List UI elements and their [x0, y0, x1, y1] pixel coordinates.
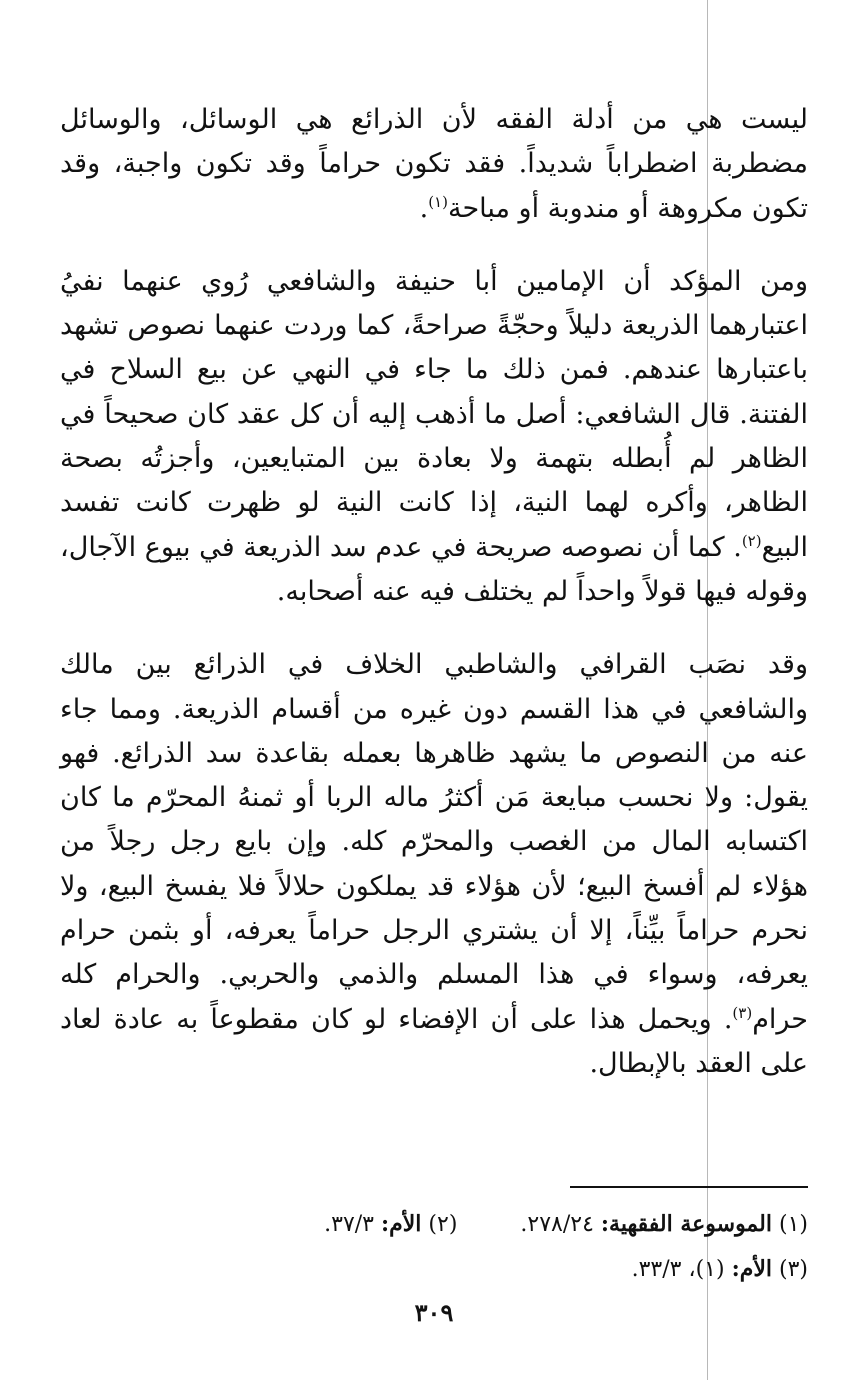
- page-number: ٣٠٩: [414, 1298, 454, 1327]
- footnote-2: [324, 1202, 457, 1247]
- footnote-2-reference: ٣٧/٣.: [324, 1212, 374, 1237]
- paragraph-3-tail: . ويحمل هذا على أن الإفضاء لو كان مقطوعاً به عادة لعاد على العقد بالإبطال.: [60, 1003, 808, 1079]
- footnote-3-source: الأم:: [731, 1256, 772, 1282]
- footnote-3-reference: (١)، ٣٣/٣.: [631, 1257, 725, 1282]
- footnote-separator: [570, 1186, 808, 1188]
- paragraph-3: [60, 643, 808, 1086]
- paragraph-1-tail: .: [419, 192, 429, 224]
- footnotes: [60, 1202, 808, 1292]
- footnote-1: [520, 1202, 808, 1247]
- paragraph-2-text: ومن المؤكد أن الإمامين أبا حنيفة والشافعي رُوي عنهما نفيُ اعتبارهما الذريعة دليلاً وحجّةً صراحةً، كما وردت عنهما نصوص تشهد باعتبارها عندهم. فمن ذلك ما جاء في النهي عن بيع السلاح في الفتنة. قال الشافعي: أصل ما أذهب إليه أن كل عقد كان صحيحاً في الظاهر لم أُبطله بتهمة ولا بعادة بين المتبايعين، وأجزتُه بصحة الظاهر، وأكره لهما النية، إذا كانت النية لو ظهرت كانت تفسد البيع: [60, 265, 808, 563]
- paragraph-1-text: ليست هي من أدلة الفقه لأن الذرائع هي الوسائل، والوسائل مضطربة اضطراباً شديداً. فقد تكون حراماً وقد تكون واجبة، وقد تكون مكروهة أو مندوبة أو مباحة: [60, 104, 808, 224]
- footnote-1-source: الموسوعة الفقهية:: [600, 1211, 772, 1237]
- footnote-3-number: (٣): [778, 1257, 808, 1282]
- paragraph-2: [60, 260, 808, 614]
- footnote-ref-3[interactable]: (٣): [732, 1003, 753, 1022]
- footnote-ref-1[interactable]: (١): [428, 192, 448, 211]
- main-text: [60, 98, 808, 1086]
- paragraph-2-tail: . كما أن نصوصه صريحة في عدم سد الذريعة في بيوع الآجال، وقوله فيها قولاً واحداً لم يختلف فيه عنه أصحابه.: [60, 531, 808, 607]
- footnote-1-reference: ٢٧٨/٢٤.: [520, 1212, 594, 1237]
- footnote-2-source: الأم:: [381, 1211, 422, 1237]
- paragraph-3-text: وقد نصَب القرافي والشاطبي الخلاف في الذرائع بين مالك والشافعي في هذا القسم دون غيره من أقسام الذريعة. ومما جاء عنه من النصوص ما يشهد ظاهرها بعمله بقاعدة سد الذرائع. فهو يقول: ولا نحسب مبايعة مَن أكثرُ ماله الربا أو ثمنهُ المحرّم ما كان اكتسابه المال من الغصب والمحرّم كله. وإن بايع رجل رجلاً من هؤلاء لم أفسخ البيع؛ لأن هؤلاء قد يملكون حلالاً فلا يفسخ البيع، ولا نحرم حراماً بيِّناً، إلا أن يشتري الرجل حراماً يعرفه، أو بثمن حرام يعرفه، وسواء في هذا المسلم والذمي والحربي. والحرام كله حرام: [60, 649, 808, 1035]
- footnote-row-2: [60, 1247, 808, 1292]
- footnote-2-number: (٢): [428, 1212, 458, 1237]
- paragraph-1: [60, 98, 808, 231]
- footnote-row-1: [60, 1202, 808, 1247]
- footnote-ref-2[interactable]: (٢): [741, 531, 762, 550]
- footnote-3: [632, 1247, 808, 1292]
- footnote-1-number: (١): [778, 1212, 808, 1237]
